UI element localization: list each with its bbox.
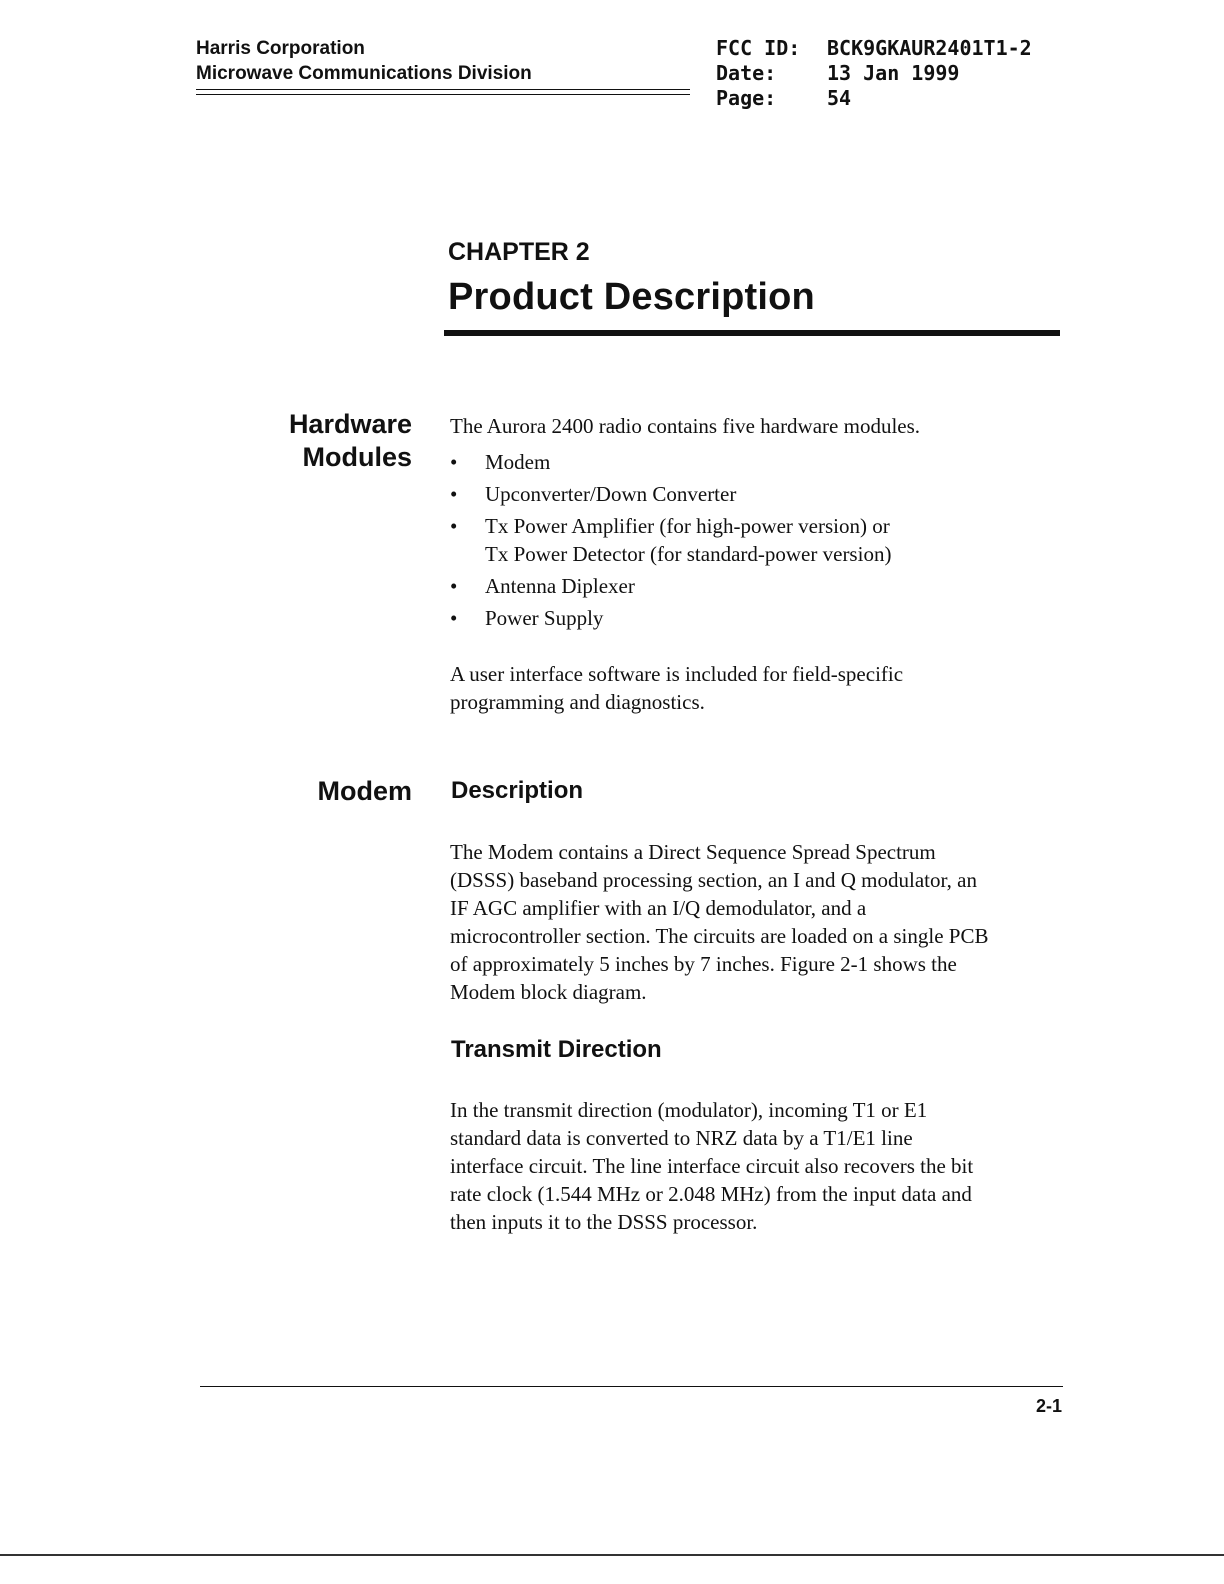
- date-row: [716, 61, 1032, 86]
- modem-description: [450, 838, 1060, 1006]
- software-note: A user interface software is included for field-specific programming and diagnostics.: [450, 662, 904, 714]
- hardware-heading-line1: Hardware: [288, 409, 412, 439]
- list-item: • Upconverter/Down Converter: [450, 480, 891, 508]
- chapter-label: CHAPTER 2: [448, 238, 590, 266]
- list-item: • Modem: [450, 448, 891, 476]
- fcc-id-value: BCK9GKAUR2401T1-2: [827, 36, 1032, 60]
- page-value: 54: [827, 86, 852, 110]
- description-heading: Description: [451, 777, 584, 804]
- transmit-direction-heading: Transmit Direction: [451, 1036, 662, 1063]
- page-row: [716, 86, 1032, 111]
- header-id-block: [716, 36, 1032, 111]
- paragraph-line: interface circuit. The line interface circuit also recovers the bit: [450, 1154, 974, 1178]
- hardware-module-list: [450, 448, 891, 636]
- company-name: Harris Corporation: [196, 38, 365, 59]
- paragraph-line: IF AGC amplifier with an I/Q demodulator, and a: [450, 896, 867, 920]
- transmit-description: [450, 1096, 1060, 1236]
- list-item: • Antenna Diplexer: [450, 572, 891, 600]
- paragraph-line: (DSSS) baseband processing section, an I and Q modulator, an: [450, 868, 977, 892]
- date-value: 13 Jan 1999: [827, 61, 960, 85]
- chapter-rule: [444, 330, 1060, 336]
- paragraph-line: In the transmit direction (modulator), incoming T1 or E1: [450, 1098, 928, 1122]
- list-item: • Tx Power Amplifier (for high-power version) or Tx Power Detector (for standard-power version): [450, 512, 891, 568]
- modem-heading: Modem: [317, 776, 412, 806]
- division-name: Microwave Communications Division: [196, 63, 532, 84]
- paragraph-line: standard data is converted to NRZ data by a T1/E1 line: [450, 1126, 913, 1150]
- paragraph-line: Modem block diagram.: [450, 980, 647, 1004]
- hardware-intro: The Aurora 2400 radio contains five hardware modules.: [450, 414, 921, 438]
- paragraph-line: The Modem contains a Direct Sequence Spread Spectrum: [450, 840, 936, 864]
- paragraph-line: of approximately 5 inches by 7 inches. Figure 2-1 shows the: [450, 952, 957, 976]
- date-label: Date:: [716, 61, 777, 85]
- paragraph-line: then inputs it to the DSSS processor.: [450, 1210, 758, 1234]
- page-number: 2-1: [1035, 1396, 1062, 1416]
- scan-edge-line: [0, 1554, 1224, 1556]
- fcc-id-label: FCC ID:: [716, 36, 801, 60]
- hardware-heading-line2: Modules: [302, 442, 412, 472]
- list-item: • Power Supply: [450, 604, 891, 632]
- hardware-modules-heading: [289, 408, 412, 474]
- paragraph-line: rate clock (1.544 MHz or 2.048 MHz) from the input data and: [450, 1182, 972, 1206]
- page-label: Page:: [716, 86, 777, 110]
- header-company-block: [196, 36, 532, 86]
- header-double-rule: [196, 89, 690, 95]
- paragraph-line: microcontroller section. The circuits are loaded on a single PCB: [450, 924, 989, 948]
- footer-rule: [200, 1386, 1063, 1387]
- chapter-title: Product Description: [448, 276, 815, 318]
- fcc-id-row: [716, 36, 1032, 61]
